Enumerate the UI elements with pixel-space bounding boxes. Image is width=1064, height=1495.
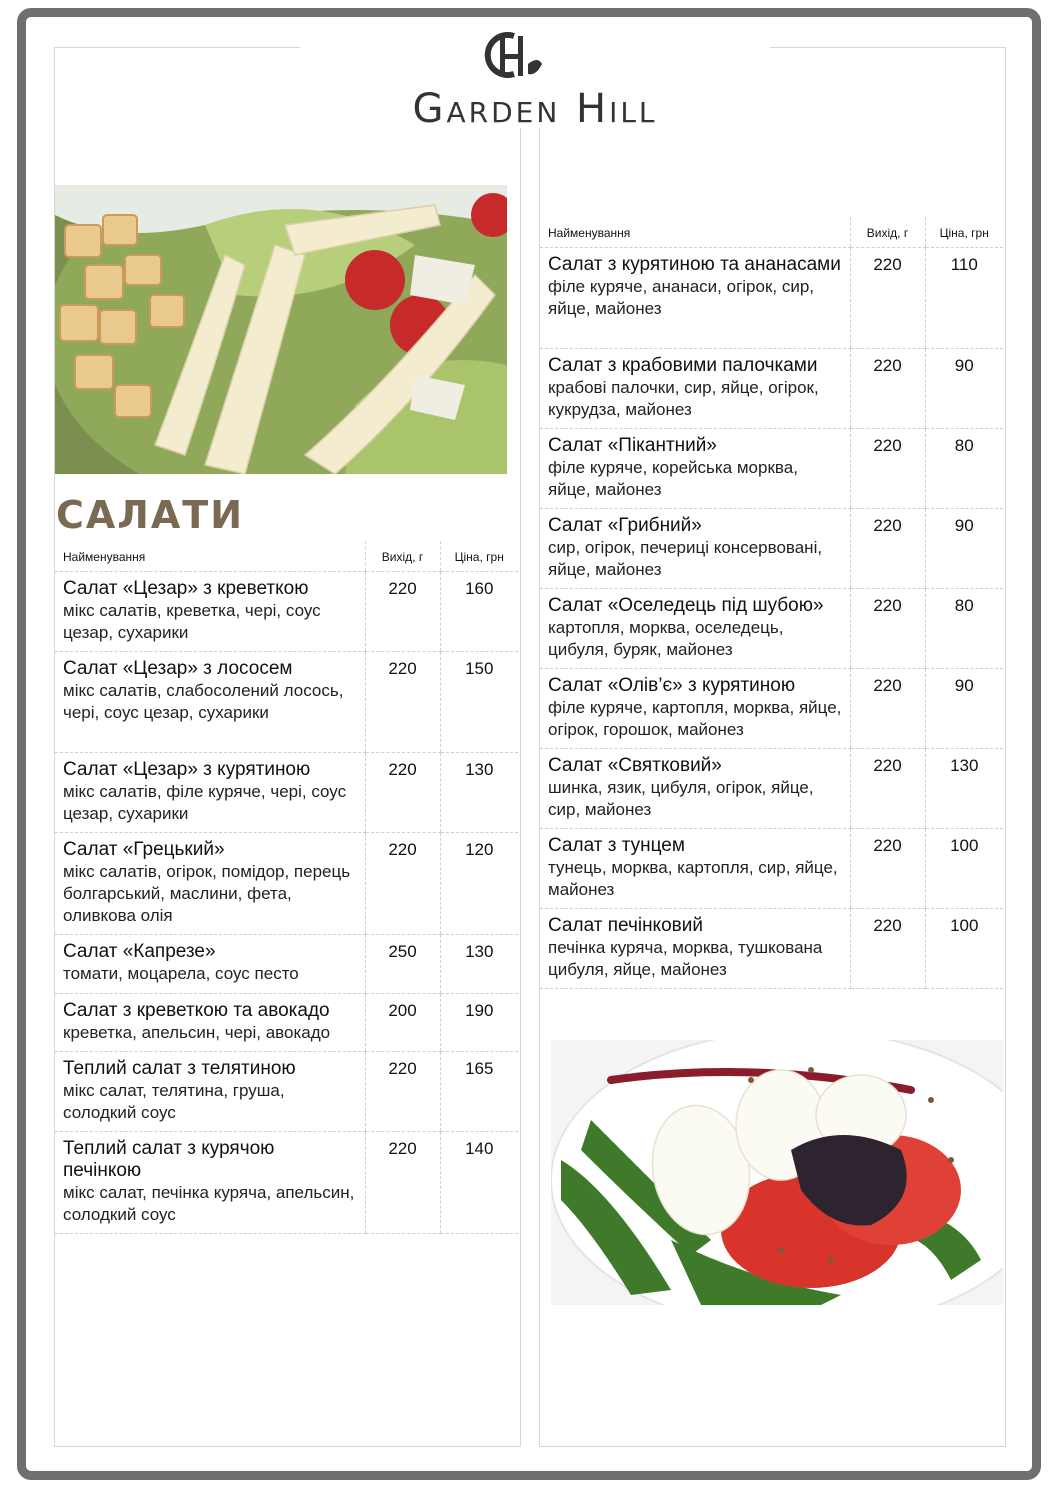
item-name: Салат «Капрезе» bbox=[63, 940, 216, 962]
price-column-header: Ціна, грн bbox=[440, 541, 518, 571]
item-description: мікс салат, печінка куряча, апельсин, солодкий соус bbox=[63, 1182, 355, 1224]
item-weight: 220 bbox=[365, 651, 440, 752]
item-price: 90 bbox=[925, 668, 1003, 748]
table-row bbox=[55, 1051, 518, 1131]
item-name: Салат «Оселедець під шубою» bbox=[548, 594, 824, 616]
item-description: мікс салат, телятина, груша, солодкий соус bbox=[63, 1080, 285, 1122]
item-description: мікс салатів, філе куряче, чері, соус цезар, сухарики bbox=[63, 781, 347, 823]
gh-monogram-icon bbox=[476, 30, 546, 84]
item-price: 80 bbox=[925, 588, 1003, 668]
table-row bbox=[55, 832, 518, 934]
item-weight: 220 bbox=[850, 247, 925, 348]
item-price: 190 bbox=[440, 993, 518, 1051]
item-name: Салат «Пікантний» bbox=[548, 434, 717, 456]
item-weight: 220 bbox=[365, 1051, 440, 1131]
price-column-header: Ціна, грн bbox=[925, 217, 1003, 247]
item-name: Салат з курятиною та ананасами bbox=[548, 253, 841, 275]
table-row bbox=[540, 247, 1003, 348]
item-description: філе куряче, ананаси, огірок, сир, яйце, майонез bbox=[548, 276, 815, 318]
item-description: мікс салатів, огірок, помідор, перець болгарський, маслини, фета, оливкова олія bbox=[63, 861, 351, 925]
item-weight: 220 bbox=[850, 348, 925, 428]
item-price: 150 bbox=[440, 651, 518, 752]
item-price: 130 bbox=[925, 748, 1003, 828]
item-price: 120 bbox=[440, 832, 518, 934]
item-weight: 220 bbox=[850, 748, 925, 828]
item-weight: 200 bbox=[365, 993, 440, 1051]
item-price: 130 bbox=[440, 752, 518, 832]
table-header-row bbox=[55, 541, 518, 571]
item-weight: 220 bbox=[850, 508, 925, 588]
table-row bbox=[540, 908, 1003, 988]
item-price: 160 bbox=[440, 571, 518, 651]
item-name: Салат «Грецький» bbox=[63, 838, 225, 860]
item-name: Салат «Цезар» з курятиною bbox=[63, 758, 311, 780]
item-description: томати, моцарела, соус песто bbox=[63, 963, 299, 983]
item-description: печінка куряча, морква, тушкована цибуля, яйце, майонез bbox=[548, 937, 823, 979]
table-row bbox=[540, 588, 1003, 668]
item-weight: 250 bbox=[365, 934, 440, 993]
item-price: 90 bbox=[925, 508, 1003, 588]
item-name: Салат з тунцем bbox=[548, 834, 685, 856]
item-weight: 220 bbox=[850, 828, 925, 908]
item-description: сир, огірок, печериці консервовані, яйце, майонез bbox=[548, 537, 823, 579]
weight-column-header: Вихід, г bbox=[850, 217, 925, 247]
item-name: Салат «Олів’є» з курятиною bbox=[548, 674, 796, 696]
item-weight: 220 bbox=[850, 428, 925, 508]
table-row bbox=[55, 934, 518, 993]
item-weight: 220 bbox=[365, 1131, 440, 1233]
table-row bbox=[540, 428, 1003, 508]
table-row bbox=[540, 828, 1003, 908]
item-name: Салат «Грибний» bbox=[548, 514, 702, 536]
item-weight: 220 bbox=[850, 668, 925, 748]
item-name: Салат «Цезар» з креветкою bbox=[63, 577, 309, 599]
item-name: Салат «Цезар» з лососем bbox=[63, 657, 293, 679]
item-description: філе куряче, картопля, морква, яйце, огірок, горошок, майонез bbox=[548, 697, 842, 739]
table-header-row bbox=[540, 217, 1003, 247]
item-description: креветка, апельсин, чері, авокадо bbox=[63, 1022, 331, 1042]
table-row bbox=[540, 668, 1003, 748]
table-row bbox=[540, 348, 1003, 428]
table-row bbox=[55, 993, 518, 1051]
table-row bbox=[55, 1131, 518, 1233]
item-name: Салат з крабовими палочками bbox=[548, 354, 818, 376]
item-description: філе куряче, корейська морква, яйце, майонез bbox=[548, 457, 798, 499]
brand-logo bbox=[300, 28, 770, 132]
item-price: 100 bbox=[925, 828, 1003, 908]
table-row bbox=[55, 571, 518, 651]
item-price: 80 bbox=[925, 428, 1003, 508]
name-column-header: Найменування bbox=[540, 217, 850, 247]
item-description: мікс салатів, слабосолений лосось, чері, соус цезар, сухарики bbox=[63, 680, 344, 722]
table-row bbox=[540, 748, 1003, 828]
item-name: Теплий салат з телятиною bbox=[63, 1057, 296, 1079]
caesar-salad-photo bbox=[55, 185, 507, 474]
item-weight: 220 bbox=[365, 832, 440, 934]
table-row bbox=[540, 508, 1003, 588]
menu-table-right bbox=[540, 217, 1003, 989]
item-weight: 220 bbox=[365, 571, 440, 651]
item-price: 140 bbox=[440, 1131, 518, 1233]
weight-column-header: Вихід, г bbox=[365, 541, 440, 571]
name-column-header: Найменування bbox=[55, 541, 365, 571]
item-weight: 220 bbox=[365, 752, 440, 832]
item-description: шинка, язик, цибуля, огірок, яйце, сир, майонез bbox=[548, 777, 814, 819]
item-weight: 220 bbox=[850, 588, 925, 668]
item-name: Салат «Святковий» bbox=[548, 754, 722, 776]
item-name: Салат з креветкою та авокадо bbox=[63, 999, 330, 1021]
item-weight: 220 bbox=[850, 908, 925, 988]
table-row bbox=[55, 752, 518, 832]
item-price: 165 bbox=[440, 1051, 518, 1131]
item-price: 90 bbox=[925, 348, 1003, 428]
item-price: 110 bbox=[925, 247, 1003, 348]
brand-name: Garden Hill bbox=[412, 86, 658, 132]
item-description: тунець, морква, картопля, сир, яйце, майонез bbox=[548, 857, 838, 899]
item-name: Теплий салат з курячою печінкою bbox=[63, 1137, 275, 1181]
table-row bbox=[55, 651, 518, 752]
item-description: картопля, морква, оселедець, цибуля, буряк, майонез bbox=[548, 617, 784, 659]
caprese-salad-photo bbox=[551, 1040, 1003, 1305]
item-price: 100 bbox=[925, 908, 1003, 988]
section-title: САЛАТИ bbox=[56, 493, 244, 537]
item-price: 130 bbox=[440, 934, 518, 993]
item-name: Салат печінковий bbox=[548, 914, 703, 936]
item-description: мікс салатів, креветка, чері, соус цезар, сухарики bbox=[63, 600, 321, 642]
item-description: крабові палочки, сир, яйце, огірок, кукрудза, майонез bbox=[548, 377, 819, 419]
menu-table-left bbox=[55, 541, 518, 1234]
